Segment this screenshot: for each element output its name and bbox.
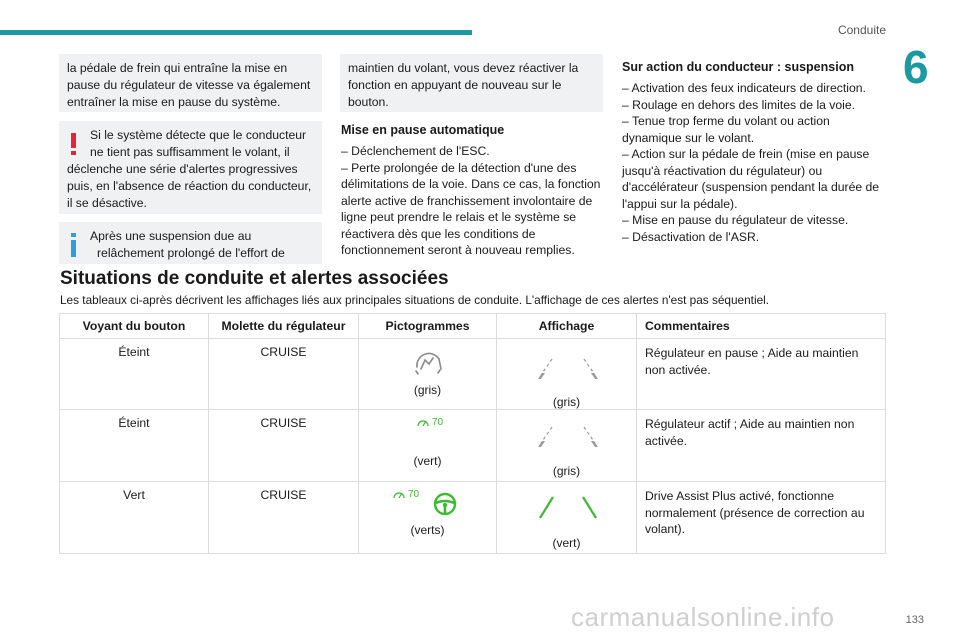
col-header-commentaires: Commentaires xyxy=(637,314,886,339)
note-text: la pédale de frein qui entraîne la mise en pause du régulateur de vitesse va également entraîner la mise en pause du système. xyxy=(67,61,311,109)
note-text-continued: maintien du volant, vous devez réactiver la fonction en appuyant de nouveau sur le bouton. xyxy=(348,61,579,109)
section-title: Situations de conduite et alertes associées xyxy=(60,268,449,289)
comment-cell: Drive Assist Plus activé, fonctionne normalement (présence de correction au volant). xyxy=(637,482,886,554)
warning-text-line2: ne tient pas suffisamment le volant, il xyxy=(90,145,290,159)
table-row xyxy=(60,482,886,554)
voyant-cell: Éteint xyxy=(60,339,209,410)
chapter-number: 6 xyxy=(903,41,929,93)
section-header-title: Conduite xyxy=(837,23,886,37)
alerts-table xyxy=(59,313,886,554)
note-box-reactivate xyxy=(340,54,603,112)
display-cell xyxy=(497,410,637,482)
pictogram-cell xyxy=(359,339,497,410)
speed-value: 70 xyxy=(408,489,420,500)
header-accent-bar xyxy=(0,30,472,35)
pictogram-cell xyxy=(359,482,497,554)
heading-auto-pause: Mise en pause automatique xyxy=(341,123,505,137)
warning-box xyxy=(59,121,322,214)
steering-wheel-icon xyxy=(433,492,457,516)
speed-indicator xyxy=(393,489,419,500)
auto-pause-list xyxy=(341,143,601,259)
list-item: – Tenue trop ferme du volant ou action dynamique sur le volant. xyxy=(622,114,830,145)
warning-text-line1: Si le système détecte que le conducteur xyxy=(90,128,307,142)
driver-action-list xyxy=(622,80,886,245)
info-icon xyxy=(71,233,77,257)
info-box xyxy=(59,222,322,264)
list-item: – Perte prolongée de la détection d'une des délimitations de la voie. Dans ce cas, la fonction alerte active de franchissement involontaire de ligne peut prendre le relais et le système se réactivera dès que les conditions de fonctionnement seront à nouveau remplies. xyxy=(341,160,601,257)
list-item: – Activation des feux indicateurs de direction. xyxy=(622,81,866,95)
list-item: – Mise en pause du régulateur de vitesse. xyxy=(622,213,849,227)
molette-cell: CRUISE xyxy=(209,482,359,554)
pictogram-caption: (verts) xyxy=(410,523,445,537)
voyant-cell: Vert xyxy=(60,482,209,554)
steering-wheel-hands-icon xyxy=(412,347,444,377)
page-number: 133 xyxy=(905,614,924,626)
comment-cell: Régulateur en pause ; Aide au maintien non activée. xyxy=(637,339,886,410)
lane-lines-green-icon xyxy=(537,496,599,522)
warning-icon xyxy=(71,133,77,155)
list-item: – Roulage en dehors des limites de la voie. xyxy=(622,97,856,112)
comment-cell: Régulateur actif ; Aide au maintien non activée. xyxy=(637,410,886,482)
display-caption: (gris) xyxy=(552,464,581,478)
warning-text-rest: déclenche une série d'alertes progressives puis, en l'absence de réaction du conducteur, il se désactive. xyxy=(67,162,312,210)
table-row xyxy=(60,339,886,410)
table-row xyxy=(60,410,886,482)
pictogram-caption: (gris) xyxy=(413,383,442,397)
speedometer-icon xyxy=(417,418,429,428)
list-item: – Action sur la pédale de frein (mise en pause jusqu'à réactivation du régulateur) ou d'accélérateur (suspension pendant la durée de l'appui sur la pédale). xyxy=(622,147,880,211)
table-header-row xyxy=(60,314,886,339)
col-header-pictogrammes: Pictogrammes xyxy=(359,314,497,339)
lane-lines-grey-icon xyxy=(537,357,599,381)
molette-cell: CRUISE xyxy=(209,339,359,410)
lane-lines-grey-icon xyxy=(537,425,599,449)
col-header-voyant: Voyant du bouton xyxy=(60,314,209,339)
info-text-line2: relâchement prolongé de l'effort de xyxy=(97,246,285,260)
molette-cell: CRUISE xyxy=(209,410,359,482)
speed-indicator xyxy=(417,417,443,428)
list-item: – Déclenchement de l'ESC. xyxy=(341,144,490,158)
list-item: – Désactivation de l'ASR. xyxy=(622,229,760,244)
col-header-molette: Molette du régulateur xyxy=(209,314,359,339)
display-caption: (gris) xyxy=(552,395,581,409)
voyant-cell: Éteint xyxy=(60,410,209,482)
heading-driver-action: Sur action du conducteur : suspension xyxy=(622,60,854,74)
speedometer-icon xyxy=(393,490,405,500)
speed-value: 70 xyxy=(432,417,444,428)
section-intro: Les tableaux ci-après décrivent les affichages liés aux principales situations de conduite. L'affichage de ces alertes n'est pas séquentiel. xyxy=(60,293,770,307)
info-text-line1: Après une suspension due au xyxy=(90,229,252,243)
pictogram-cell xyxy=(359,410,497,482)
display-caption: (vert) xyxy=(552,536,581,550)
watermark: carmanualsonline.info xyxy=(571,602,835,632)
pictogram-caption: (vert) xyxy=(413,454,442,468)
note-box-brake xyxy=(59,54,322,112)
display-cell xyxy=(497,482,637,554)
display-cell xyxy=(497,339,637,410)
col-header-affichage: Affichage xyxy=(497,314,637,339)
